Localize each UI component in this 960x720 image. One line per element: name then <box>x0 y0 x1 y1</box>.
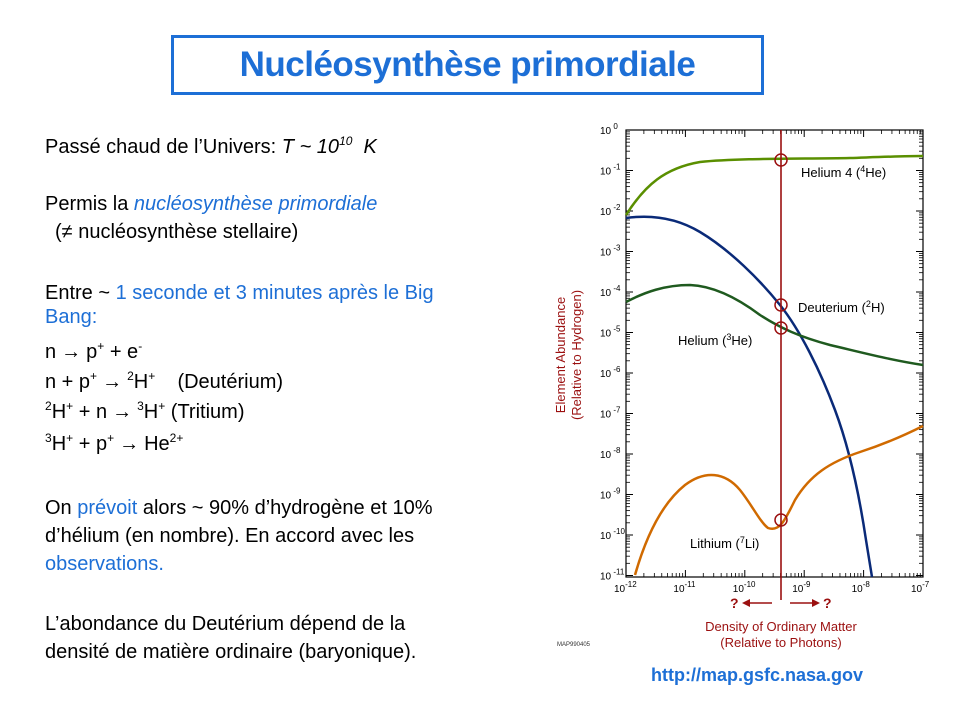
superscript: 3 <box>45 431 52 445</box>
label-helium3: Helium ($^3$He) <box>678 332 753 348</box>
deuterium-curve <box>626 217 872 577</box>
superscript: - <box>138 339 143 353</box>
y-tick-label: 10 $^{-4}$ <box>600 284 621 299</box>
text-segment: nucléosynthèse stellaire) <box>72 221 299 243</box>
x-axis-label-line1: Density of Ordinary Matter <box>705 619 857 634</box>
question-left: ? <box>730 595 739 611</box>
text-line-observations: observations. <box>45 553 164 575</box>
text-segment: (Deutérium) <box>177 371 284 393</box>
formula-temperature: T ~ 10 <box>281 136 340 158</box>
text-segment: + e <box>104 341 139 363</box>
label-helium4: Helium 4 ($^4$He) <box>801 164 887 180</box>
y-tick-label: 10 $^{-2}$ <box>600 203 621 218</box>
superscript: 3 <box>137 399 144 413</box>
y-tick-label: 10 $^{-11}$ <box>600 567 625 583</box>
x-tick-label: $10^{-8}$ <box>851 580 870 595</box>
highlight-time: 1 seconde et 3 minutes après le Big <box>115 282 434 304</box>
x-tick-label: $10^{-10}$ <box>732 580 756 595</box>
superscript: + <box>66 399 74 413</box>
text-line-deuterium: L’abondance du Deutérium dépend de la <box>45 613 406 635</box>
right-arrow-icon: → <box>61 341 82 363</box>
text-segment: H <box>133 371 149 393</box>
y-tick-label: 10 $^0$ <box>600 122 618 137</box>
y-tick-label: 10 $^{-9}$ <box>600 486 621 502</box>
label-lithium: Lithium ($^7$Li) <box>690 535 760 551</box>
y-axis-label <box>553 290 584 420</box>
right-arrow-icon: → <box>112 401 133 423</box>
y-tick-label: 10 $^{-1}$ <box>600 162 621 178</box>
right-arrowhead-icon <box>812 599 820 607</box>
y-tick-labels <box>600 122 625 583</box>
superscript: 2 <box>45 399 52 413</box>
y-tick-label: 10 $^{-3}$ <box>600 243 621 259</box>
y-tick-label: 10 $^{-10}$ <box>600 527 625 542</box>
x-tick-label: $10^{-11}$ <box>673 580 696 595</box>
text-line-density: densité de matière ordinaire (baryonique). <box>45 641 417 663</box>
x-tick-label: $10^{-9}$ <box>792 580 811 595</box>
x-tick-labels <box>614 580 930 595</box>
highlight-predict: prévoit <box>77 497 138 519</box>
text-segment: Passé chaud de l’Univers: <box>45 136 282 158</box>
axis-ticks <box>626 130 923 577</box>
text-segment: (Tritium) <box>165 401 245 423</box>
text-segment: Permis la <box>45 193 134 215</box>
figure-code: MAP990405 <box>557 642 591 648</box>
text-segment: n + p <box>45 371 91 393</box>
y-axis-label-line1: Element Abundance <box>553 296 568 414</box>
left-arrowhead-icon <box>742 599 750 607</box>
label-deuterium: Deuterium ($^2$H) <box>798 299 885 315</box>
highlight-primordial: nucléosynthèse primordiale <box>133 193 378 215</box>
y-axis-label-line2: (Relative to Hydrogen) <box>569 289 584 421</box>
plot-frame <box>626 130 923 577</box>
text-segment: H <box>143 401 159 423</box>
y-tick-label: 10 $^{-5}$ <box>600 324 621 340</box>
superscript: + <box>66 431 74 445</box>
x-tick-label: $10^{-7}$ <box>911 580 930 595</box>
x-axis-label-line2: (Relative to Photons) <box>720 635 842 650</box>
right-arrow-icon: → <box>119 433 140 455</box>
text-segment: n <box>45 341 57 363</box>
x-tick-label: $10^{-12}$ <box>614 580 637 595</box>
text-line-bang: Bang: <box>45 306 98 328</box>
text-segment: Entre ~ <box>45 282 116 304</box>
text-segment: p <box>86 341 98 363</box>
question-right: ? <box>823 595 832 611</box>
y-tick-label: 10 $^{-7}$ <box>600 405 621 421</box>
y-tick-label: 10 $^{-6}$ <box>600 365 621 380</box>
text-line-helium: d’hélium (en nombre). En accord avec les <box>45 525 415 547</box>
superscript: + <box>90 369 98 383</box>
text-segment: H <box>51 401 67 423</box>
page-title: Nucléosynthèse primordiale <box>239 45 696 84</box>
superscript: + <box>97 339 105 353</box>
text-segment: He <box>144 433 170 455</box>
text-segment: alors ~ 90% d’hydrogène et 10% <box>137 497 433 519</box>
right-arrow-icon: → <box>102 371 123 393</box>
text-segment: + p <box>73 433 108 455</box>
source-link[interactable]: http://map.gsfc.nasa.gov <box>651 665 864 685</box>
text-segment: + n <box>73 401 108 423</box>
superscript: + <box>148 369 156 383</box>
text-segment: ( <box>55 221 62 243</box>
not-equal-symbol: ≠ <box>61 221 73 243</box>
y-tick-label: 10 $^{-8}$ <box>600 446 621 461</box>
text-segment: H <box>51 433 67 455</box>
superscript: + <box>107 431 115 445</box>
text-segment: On <box>45 497 78 519</box>
superscript: 2 <box>127 369 134 383</box>
superscript: + <box>158 399 166 413</box>
superscript: 2+ <box>169 431 184 445</box>
formula-unit: K <box>363 136 377 158</box>
lithium-curve <box>635 426 923 575</box>
formula-exponent: 10 <box>339 134 353 148</box>
